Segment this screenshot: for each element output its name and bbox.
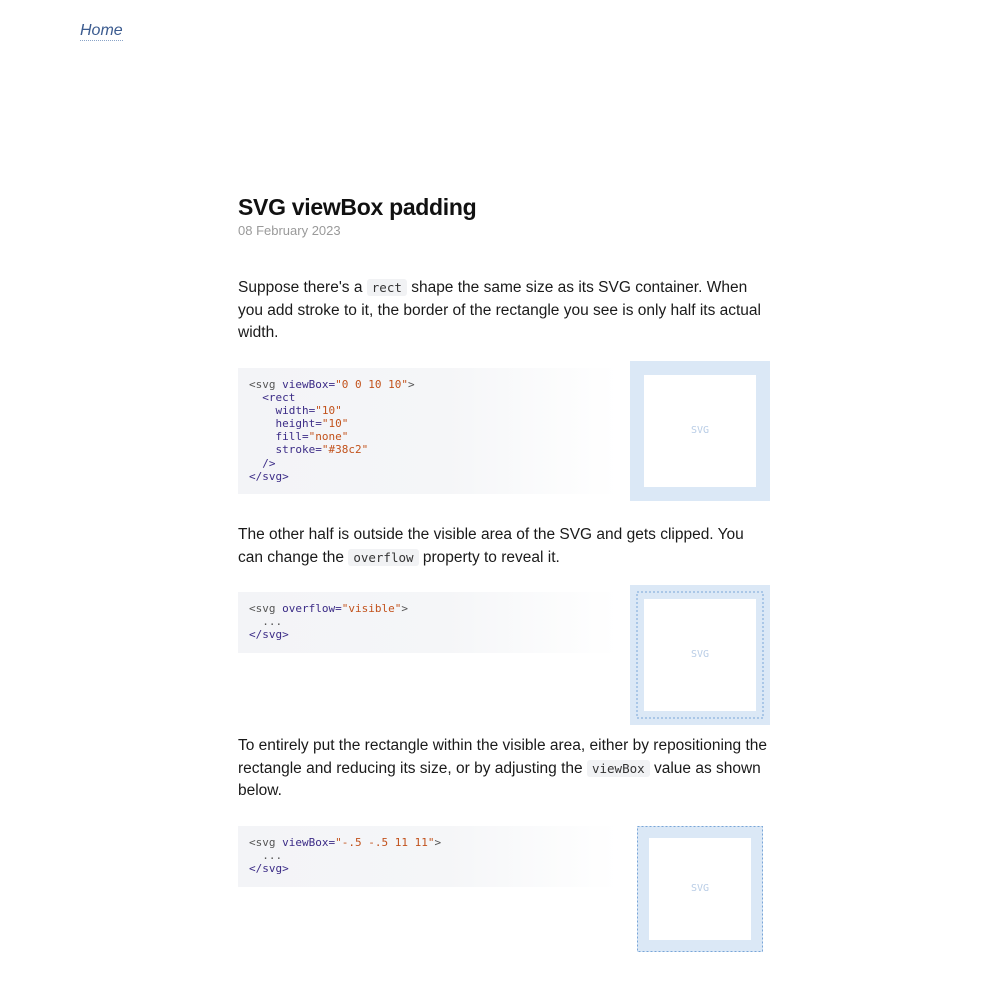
demo1-label: SVG	[690, 425, 710, 436]
code1-stroke-val: "#38c2"	[321, 443, 369, 457]
code1-height-val: "10"	[321, 417, 349, 431]
code-block-1	[238, 368, 618, 494]
code1-fill-attr: fill=	[249, 430, 309, 444]
code1-rect-tag: <rect	[249, 391, 296, 405]
code3-open-tag: <svg	[249, 836, 276, 849]
code1-fill-val: "none"	[308, 430, 349, 444]
code3-viewbox-attr: viewBox=	[275, 836, 336, 849]
code1-open-tag: <svg	[249, 378, 276, 391]
paragraph-2-text-a: The other half is outside the visible area of the SVG and gets clipped. You can change the	[238, 526, 744, 566]
paragraph-3-text-b: value as shown below.	[238, 759, 761, 799]
paragraph-1-text-b: shape the same size as its SVG container. When you add stroke to it, the border of the rectangle you see is only half its actual width.	[238, 279, 761, 341]
demo2-label: SVG	[690, 649, 710, 660]
paragraph-1	[238, 277, 768, 345]
code2-open-close: >	[401, 602, 408, 615]
code1-viewbox-val: "0 0 10 10"	[335, 378, 408, 391]
code2-overflow-val: "visible"	[341, 602, 402, 615]
code1-stroke-attr: stroke=	[249, 443, 322, 457]
code2-ellipsis: ...	[249, 615, 283, 629]
paragraph-3	[238, 735, 768, 803]
code1-open-close: >	[407, 378, 415, 391]
code1-width-attr: width=	[249, 404, 316, 418]
inline-code-viewbox: viewBox	[587, 760, 650, 777]
paragraph-2	[238, 524, 768, 569]
paragraph-1-text-a: Suppose there's a	[238, 279, 367, 296]
inline-code-rect: rect	[367, 279, 407, 296]
demo3-label: SVG	[690, 883, 710, 894]
svg-demo-overflow	[637, 592, 763, 718]
code3-viewbox-val: "-.5 -.5 11 11"	[335, 836, 435, 849]
code2-open-tag: <svg	[249, 602, 276, 615]
svg-demo-clipped-graphic	[637, 368, 763, 494]
svg-demo-padded-graphic	[637, 826, 763, 952]
svg-demo-overflow-graphic	[637, 592, 763, 718]
code1-width-val: "10"	[315, 404, 342, 418]
post-date: 08 February 2023	[238, 223, 341, 238]
code-block-3	[238, 826, 618, 887]
code1-close-tag: </svg>	[249, 469, 289, 483]
svg-demo-padded	[637, 826, 763, 952]
inline-code-overflow: overflow	[348, 549, 418, 566]
paragraph-3-text-a: To entirely put the rectangle within the visible area, either by repositioning the rectangle and reducing its size, or by adjusting the	[238, 737, 768, 777]
paragraph-2-text-b: property to reveal it.	[418, 548, 560, 566]
svg-demo-clipped	[637, 368, 763, 494]
code2-overflow-attr: overflow=	[275, 602, 342, 615]
post-title: SVG viewBox padding	[238, 194, 477, 220]
code-block-2	[238, 592, 618, 653]
code3-open-close: >	[434, 836, 442, 849]
code2-close-tag: </svg>	[249, 628, 289, 642]
code1-viewbox-attr: viewBox=	[275, 378, 336, 391]
code3-close-tag: </svg>	[249, 862, 289, 876]
code3-ellipsis: ...	[249, 849, 283, 863]
code1-self-close: />	[249, 456, 276, 470]
code1-height-attr: height=	[249, 417, 322, 431]
home-link[interactable]: Home	[80, 22, 123, 39]
